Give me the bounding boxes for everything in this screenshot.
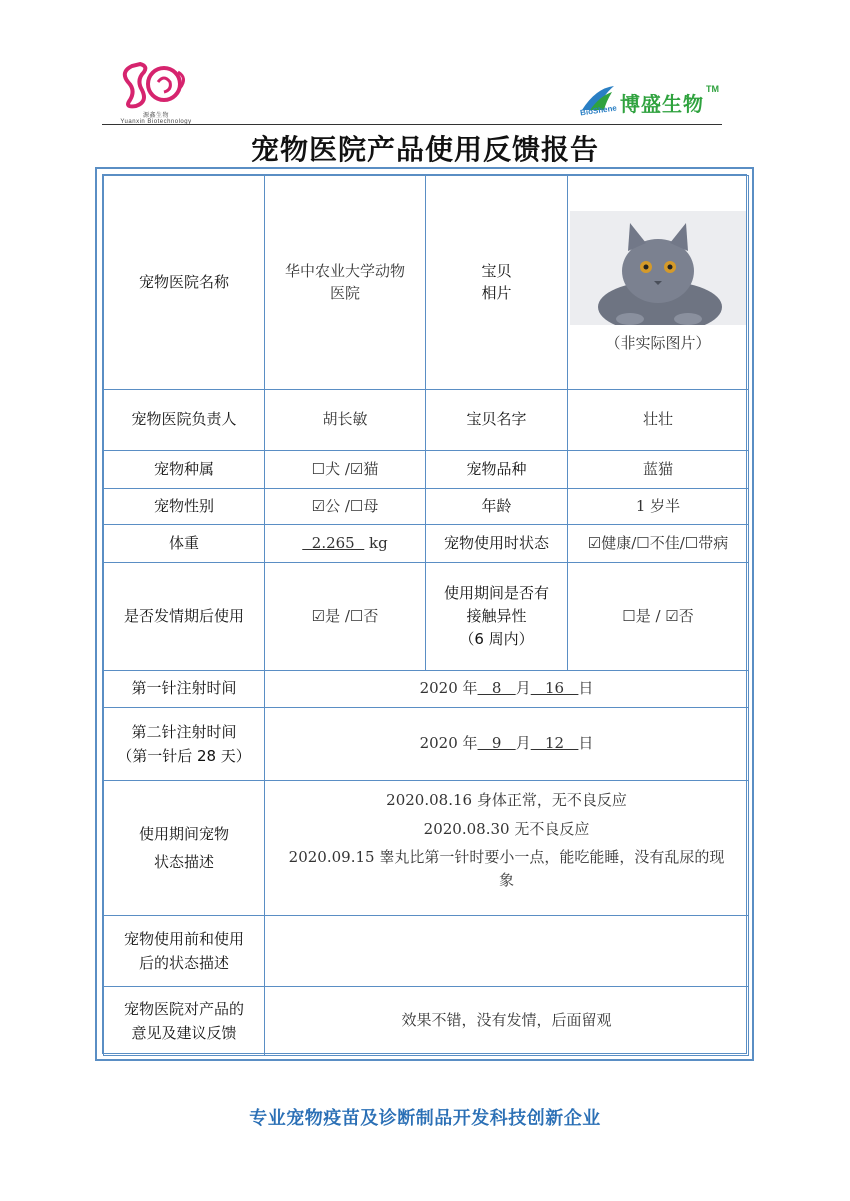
status-desc-line: 2020.09.15 睾丸比第一针时要小一点，能吃能睡，没有乱尿的现 bbox=[288, 848, 725, 866]
second-shot-month: 9 bbox=[477, 734, 516, 753]
table-row bbox=[104, 451, 749, 489]
pet-name-label: 宝贝名字 bbox=[426, 390, 568, 451]
status-value: ☑健康/☐不佳/☐带病 bbox=[568, 525, 749, 563]
status-label: 宠物使用时状态 bbox=[426, 525, 568, 563]
second-shot-value bbox=[265, 708, 749, 781]
yuanxin-logo-text bbox=[118, 110, 194, 125]
table-row bbox=[104, 390, 749, 451]
manager-value: 胡长敏 bbox=[265, 390, 426, 451]
status-desc-label-line2: 状态描述 bbox=[153, 853, 214, 871]
second-shot-label-line1: 第二针注射时间 bbox=[131, 723, 237, 741]
feedback-label bbox=[104, 987, 265, 1056]
estrus-value: ☑是 /☐否 bbox=[265, 563, 426, 671]
second-shot-day-suffix: 日 bbox=[578, 734, 594, 753]
status-desc-line: 象 bbox=[498, 870, 514, 889]
photo-label bbox=[426, 176, 568, 390]
estrus-label: 是否发情期后使用 bbox=[104, 563, 265, 671]
second-shot-month-suffix: 月 bbox=[515, 734, 531, 753]
yuanxin-logo bbox=[118, 58, 194, 125]
hospital-name-label: 宠物医院名称 bbox=[104, 176, 265, 390]
photo-caption: （非实际图片） bbox=[605, 333, 711, 352]
yuanxin-logo-cn: 源鑫生物 bbox=[142, 113, 169, 119]
yuanxin-logo-en: Yuanxin Biotechnology bbox=[120, 119, 192, 125]
footer-slogan: 专业宠物疫苗及诊断制品开发科技创新企业 bbox=[249, 1108, 601, 1129]
contact-label bbox=[426, 563, 568, 671]
before-after-label-line1: 宠物使用前和使用 bbox=[123, 930, 244, 948]
yuanxin-logo-icon bbox=[118, 58, 194, 110]
status-desc-label-line1: 使用期间宠物 bbox=[138, 824, 229, 843]
feedback-label-line1: 宠物医院对产品的 bbox=[123, 1000, 244, 1018]
before-after-value bbox=[265, 916, 749, 987]
table-row bbox=[104, 671, 749, 708]
age-label: 年龄 bbox=[426, 489, 568, 525]
photo-cell bbox=[568, 176, 749, 390]
first-shot-month-suffix: 月 bbox=[515, 679, 531, 698]
first-shot-day: 16 bbox=[530, 679, 579, 698]
first-shot-label: 第一针注射时间 bbox=[104, 671, 265, 708]
status-desc-line: 2020.08.16 身体正常，无不良反应 bbox=[386, 791, 627, 809]
breed-label: 宠物品种 bbox=[426, 451, 568, 489]
weight-value: 2.265 bbox=[302, 533, 365, 552]
cat-photo bbox=[570, 211, 746, 325]
weight-value-cell bbox=[265, 525, 426, 563]
manager-label: 宠物医院负责人 bbox=[104, 390, 265, 451]
feedback-form-inner bbox=[102, 174, 747, 1054]
first-shot-value bbox=[265, 671, 749, 708]
table-row bbox=[104, 525, 749, 563]
feedback-value: 效果不错，没有发情，后面留观 bbox=[265, 987, 749, 1056]
brand-name-cn: 博盛生物 bbox=[620, 92, 704, 116]
species-label: 宠物种属 bbox=[104, 451, 265, 489]
brand-tm: TM bbox=[706, 84, 719, 94]
second-shot-label-line2: （第一针后 28 天） bbox=[117, 747, 251, 765]
table-row bbox=[104, 176, 749, 390]
contact-value: ☐是 / ☑否 bbox=[568, 563, 749, 671]
weight-label: 体重 bbox=[104, 525, 265, 563]
feedback-form bbox=[95, 167, 754, 1061]
hospital-name-value bbox=[265, 176, 426, 390]
table-row bbox=[104, 708, 749, 781]
sex-label: 宠物性别 bbox=[104, 489, 265, 525]
table-row bbox=[104, 916, 749, 987]
feedback-table bbox=[103, 175, 749, 1056]
status-desc-label bbox=[104, 781, 265, 916]
first-shot-month: 8 bbox=[477, 679, 516, 698]
contact-label-line2: 接触异性 bbox=[466, 606, 527, 625]
sex-value: ☑公 /☐母 bbox=[265, 489, 426, 525]
hospital-name-line2: 医院 bbox=[329, 283, 360, 302]
feedback-label-line2: 意见及建议反馈 bbox=[131, 1024, 237, 1042]
contact-label-line3: （6 周内） bbox=[459, 630, 534, 649]
breed-value: 蓝猫 bbox=[568, 451, 749, 489]
brand-name-en: BioShene bbox=[579, 103, 618, 118]
before-after-label bbox=[104, 916, 265, 987]
hospital-name-line1: 华中农业大学动物 bbox=[284, 261, 405, 280]
first-shot-year: 2020 年 bbox=[419, 679, 478, 698]
table-row bbox=[104, 563, 749, 671]
bioshene-logo bbox=[578, 82, 728, 122]
photo-label-line1: 宝贝 bbox=[481, 261, 512, 280]
second-shot-year: 2020 年 bbox=[419, 734, 478, 753]
first-shot-day-suffix: 日 bbox=[578, 679, 594, 698]
pet-name-value: 壮壮 bbox=[568, 390, 749, 451]
status-desc-value bbox=[265, 781, 749, 916]
second-shot-label bbox=[104, 708, 265, 781]
age-value: 1 岁半 bbox=[568, 489, 749, 525]
species-value: ☐犬 /☑猫 bbox=[265, 451, 426, 489]
table-row bbox=[104, 987, 749, 1056]
page-title: 宠物医院产品使用反馈报告 bbox=[250, 133, 599, 166]
table-row bbox=[104, 781, 749, 916]
table-row bbox=[104, 489, 749, 525]
before-after-label-line2: 后的状态描述 bbox=[138, 954, 229, 972]
photo-label-line2: 相片 bbox=[481, 283, 512, 302]
weight-unit: kg bbox=[369, 533, 388, 552]
second-shot-day: 12 bbox=[530, 734, 579, 753]
contact-label-line1: 使用期间是否有 bbox=[443, 583, 549, 602]
header-rule bbox=[102, 124, 722, 125]
status-desc-line: 2020.08.30 无不良反应 bbox=[423, 819, 590, 838]
